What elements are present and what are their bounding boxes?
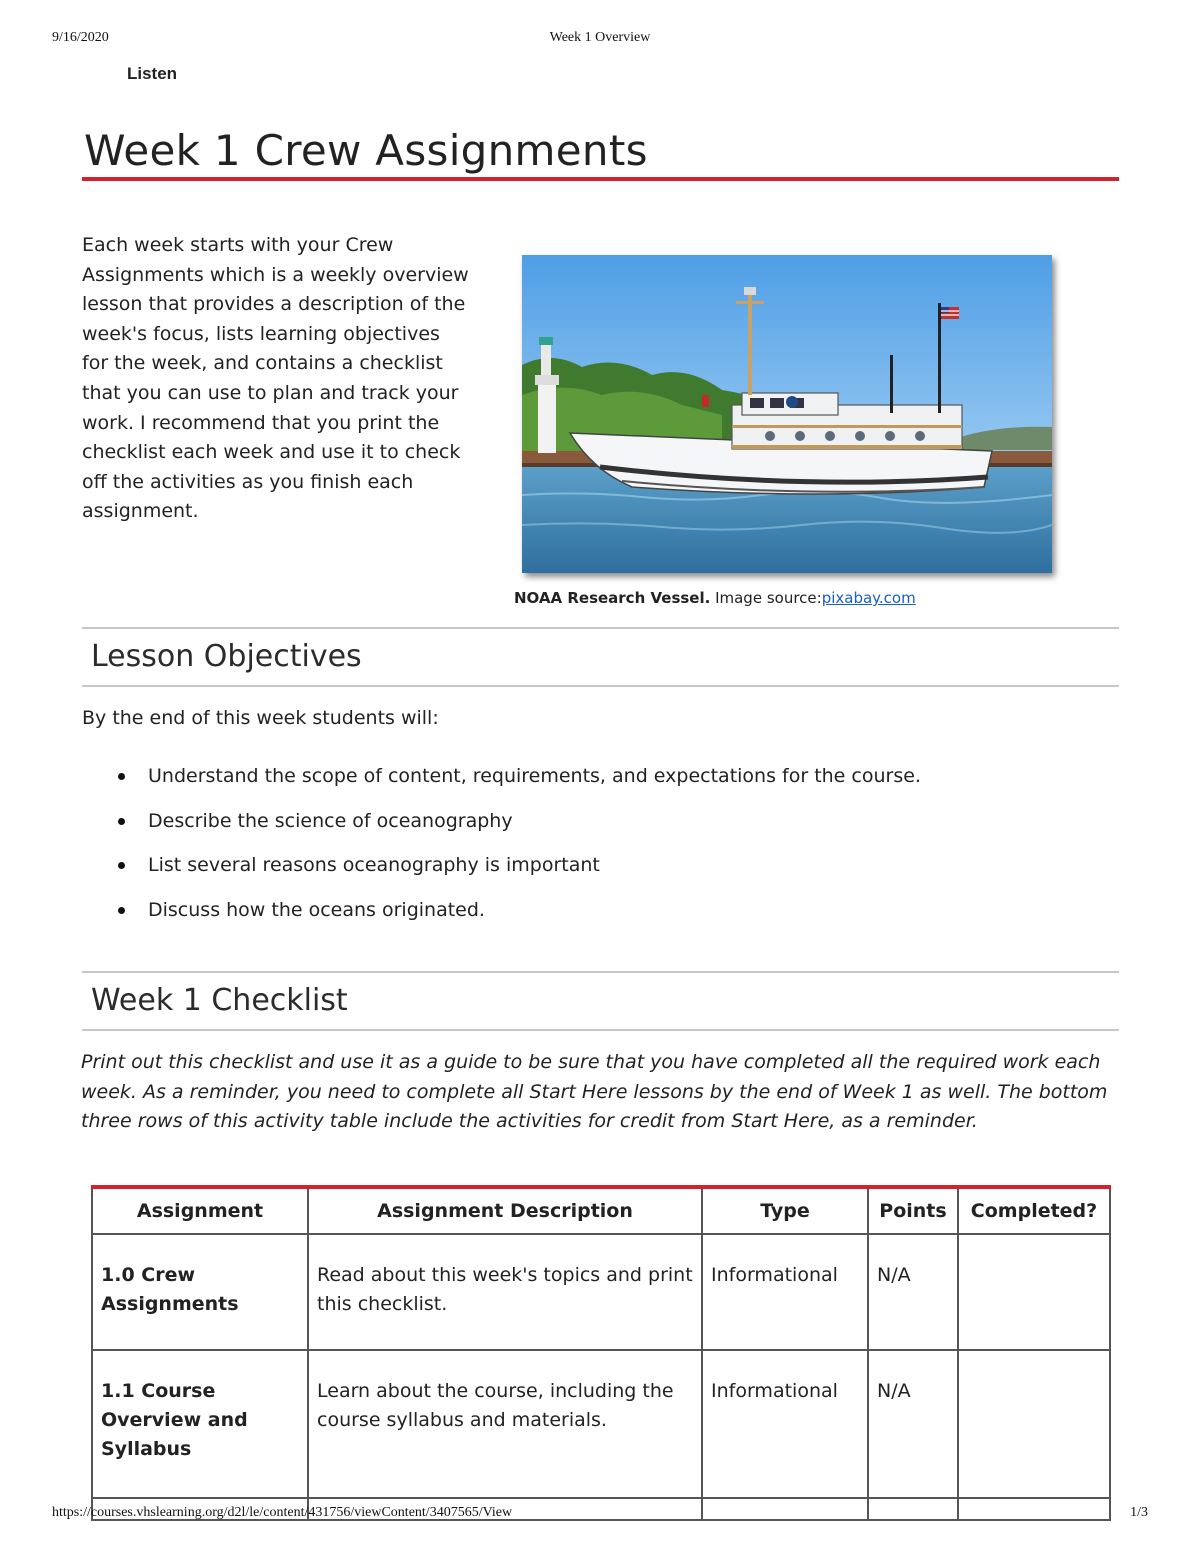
- objectives-list: [82, 758, 921, 936]
- completed-cell: [957, 1351, 1111, 1499]
- objectives-section-header: [82, 627, 1119, 687]
- points-cell: N/A: [867, 1351, 957, 1499]
- completed-cell: [957, 1235, 1111, 1351]
- checklist-note: Print out this checklist and use it as a guide to be sure that you have completed all the required work each week. As a reminder, you need to complete all Start Here lessons by the end of Week 1 as well. The bottom three rows of this activity table include the activities for credit from Start Here, as a reminder.: [81, 1051, 1108, 1133]
- type-cell: Informational: [701, 1351, 867, 1499]
- points-cell: N/A: [867, 1235, 957, 1351]
- objectives-lead: By the end of this week students will:: [82, 707, 439, 729]
- caption-text: Image source:: [710, 589, 822, 607]
- list-item: [82, 847, 921, 892]
- table-row: [91, 1351, 1111, 1499]
- bullet-icon: [118, 862, 125, 869]
- column-header: Completed?: [957, 1189, 1111, 1235]
- description-cell: Read about this week's topics and print this checklist.: [307, 1235, 701, 1351]
- page-number: 1/3: [1130, 1505, 1148, 1520]
- listen-button[interactable]: Listen: [127, 64, 178, 83]
- bullet-icon: [118, 818, 125, 825]
- print-footer: [52, 1505, 1148, 1525]
- title-rule: [82, 177, 1119, 181]
- column-header: Assignment Description: [307, 1189, 701, 1235]
- print-header: [52, 30, 1148, 50]
- type-cell: Informational: [701, 1235, 867, 1351]
- print-url: https://courses.vhslearning.org/d2l/le/content/431756/viewContent/3407565/View: [52, 1505, 513, 1520]
- checklist-heading: Week 1 Checklist: [91, 983, 348, 1018]
- description-cell: Learn about the course, including the course syllabus and materials.: [307, 1351, 701, 1499]
- list-item: [82, 892, 921, 937]
- page-title: Week 1 Crew Assignments: [84, 126, 648, 175]
- assignment-cell: 1.1 Course Overview and Syllabus: [91, 1351, 307, 1499]
- print-date: 9/16/2020: [52, 30, 109, 45]
- column-header: Points: [867, 1189, 957, 1235]
- objective-text: Discuss how the oceans originated.: [148, 898, 485, 921]
- checklist-table: [91, 1185, 1111, 1521]
- objective-text: Understand the scope of content, requirements, and expectations for the course.: [148, 765, 921, 787]
- column-header: Type: [701, 1189, 867, 1235]
- photo-caption: [514, 589, 1054, 607]
- checklist-section-header: [82, 971, 1119, 1031]
- bullet-icon: [118, 773, 125, 780]
- print-title: Week 1 Overview: [549, 30, 651, 45]
- bullet-icon: [118, 907, 125, 914]
- objective-text: List several reasons oceanography is important: [148, 854, 600, 876]
- vessel-illustration: [522, 255, 1052, 573]
- list-item: [82, 758, 921, 803]
- intro-paragraph: Each week starts with your Crew Assignments which is a weekly overview lesson that provides a description of the week's focus, lists learning objectives for the week, and contains a checklist that you can use to plan and track your work. I recommend that you print the checklist each week and use it to check off the activities as you finish each assignment.: [82, 234, 469, 523]
- list-item: [82, 803, 921, 848]
- objectives-heading: Lesson Objectives: [91, 639, 362, 674]
- objective-text: Describe the science of oceanography: [148, 809, 513, 832]
- assignment-cell: 1.0 Crew Assignments: [91, 1235, 307, 1351]
- table-row: [91, 1235, 1111, 1351]
- caption-title: NOAA Research Vessel.: [514, 589, 711, 607]
- vessel-photo: [522, 255, 1052, 573]
- column-header: Assignment: [91, 1189, 307, 1235]
- caption-source-link[interactable]: pixabay.com: [821, 589, 916, 607]
- table-header-row: [91, 1189, 1111, 1235]
